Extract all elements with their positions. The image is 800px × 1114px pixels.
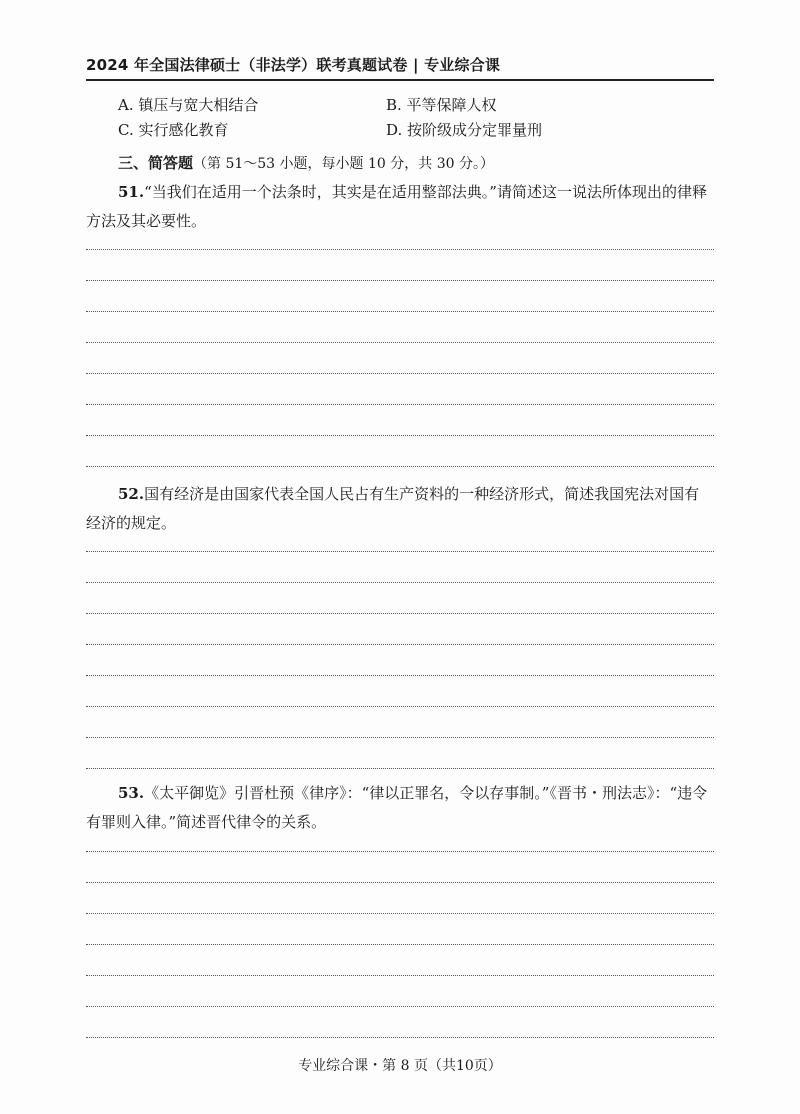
- page-footer: 专业综合课・第 8 页（共10页）: [298, 1058, 502, 1074]
- answer-line: [86, 706, 714, 707]
- answer-line: [86, 466, 714, 467]
- answer-line: [86, 373, 714, 374]
- answer-line: [86, 644, 714, 645]
- answer-line: [86, 249, 714, 250]
- section-note: （第 51～53 小题，每小题 10 分，共 30 分。）: [193, 156, 494, 172]
- question-53: [86, 779, 714, 837]
- answer-line: [86, 404, 714, 405]
- question-number: 51.: [118, 183, 145, 201]
- section-title: 三、简答题: [118, 154, 194, 172]
- answer-line: [86, 613, 714, 614]
- question-text: 《太平御览》引晋杜预《律序》：“律以正罪名，令以存事制。”《晋书・刑法志》：“违令有罪则入律。”简述晋代律令的关系。: [86, 784, 708, 831]
- header-divider: [86, 79, 714, 81]
- answer-line: [86, 1006, 714, 1007]
- question-52: [86, 480, 714, 538]
- answer-line: [86, 944, 714, 945]
- answer-line: [86, 768, 714, 769]
- question-text: 国有经济是由国家代表全国人民占有生产资料的一种经济形式，简述我国宪法对国有经济的规定。: [86, 485, 700, 532]
- answer-line: [86, 551, 714, 552]
- answer-line: [86, 851, 714, 852]
- answer-line: [86, 675, 714, 676]
- answer-line: [86, 435, 714, 436]
- option-c: C. 实行感化教育: [118, 121, 229, 139]
- answer-line: [86, 342, 714, 343]
- option-b: B. 平等保障人权: [386, 96, 497, 114]
- question-number: 52.: [118, 485, 145, 503]
- answer-line: [86, 582, 714, 583]
- answer-line: [86, 737, 714, 738]
- answer-line: [86, 913, 714, 914]
- answer-line: [86, 280, 714, 281]
- section-heading: [118, 152, 494, 173]
- answer-line: [86, 975, 714, 976]
- option-d: D. 按阶级成分定罪量刑: [386, 121, 543, 139]
- option-a: A. 镇压与宽大相结合: [118, 96, 259, 114]
- answer-line: [86, 311, 714, 312]
- question-text: “当我们在适用一个法条时，其实是在适用整部法典。”请简述这一说法所体现出的律释方法及其必要性。: [86, 183, 707, 230]
- question-number: 53.: [118, 784, 145, 802]
- answer-line: [86, 1037, 714, 1038]
- page-header: 2024 年全国法律硕士（非法学）联考真题试卷 | 专业综合课: [86, 56, 501, 74]
- answer-line: [86, 882, 714, 883]
- question-51: [86, 178, 714, 236]
